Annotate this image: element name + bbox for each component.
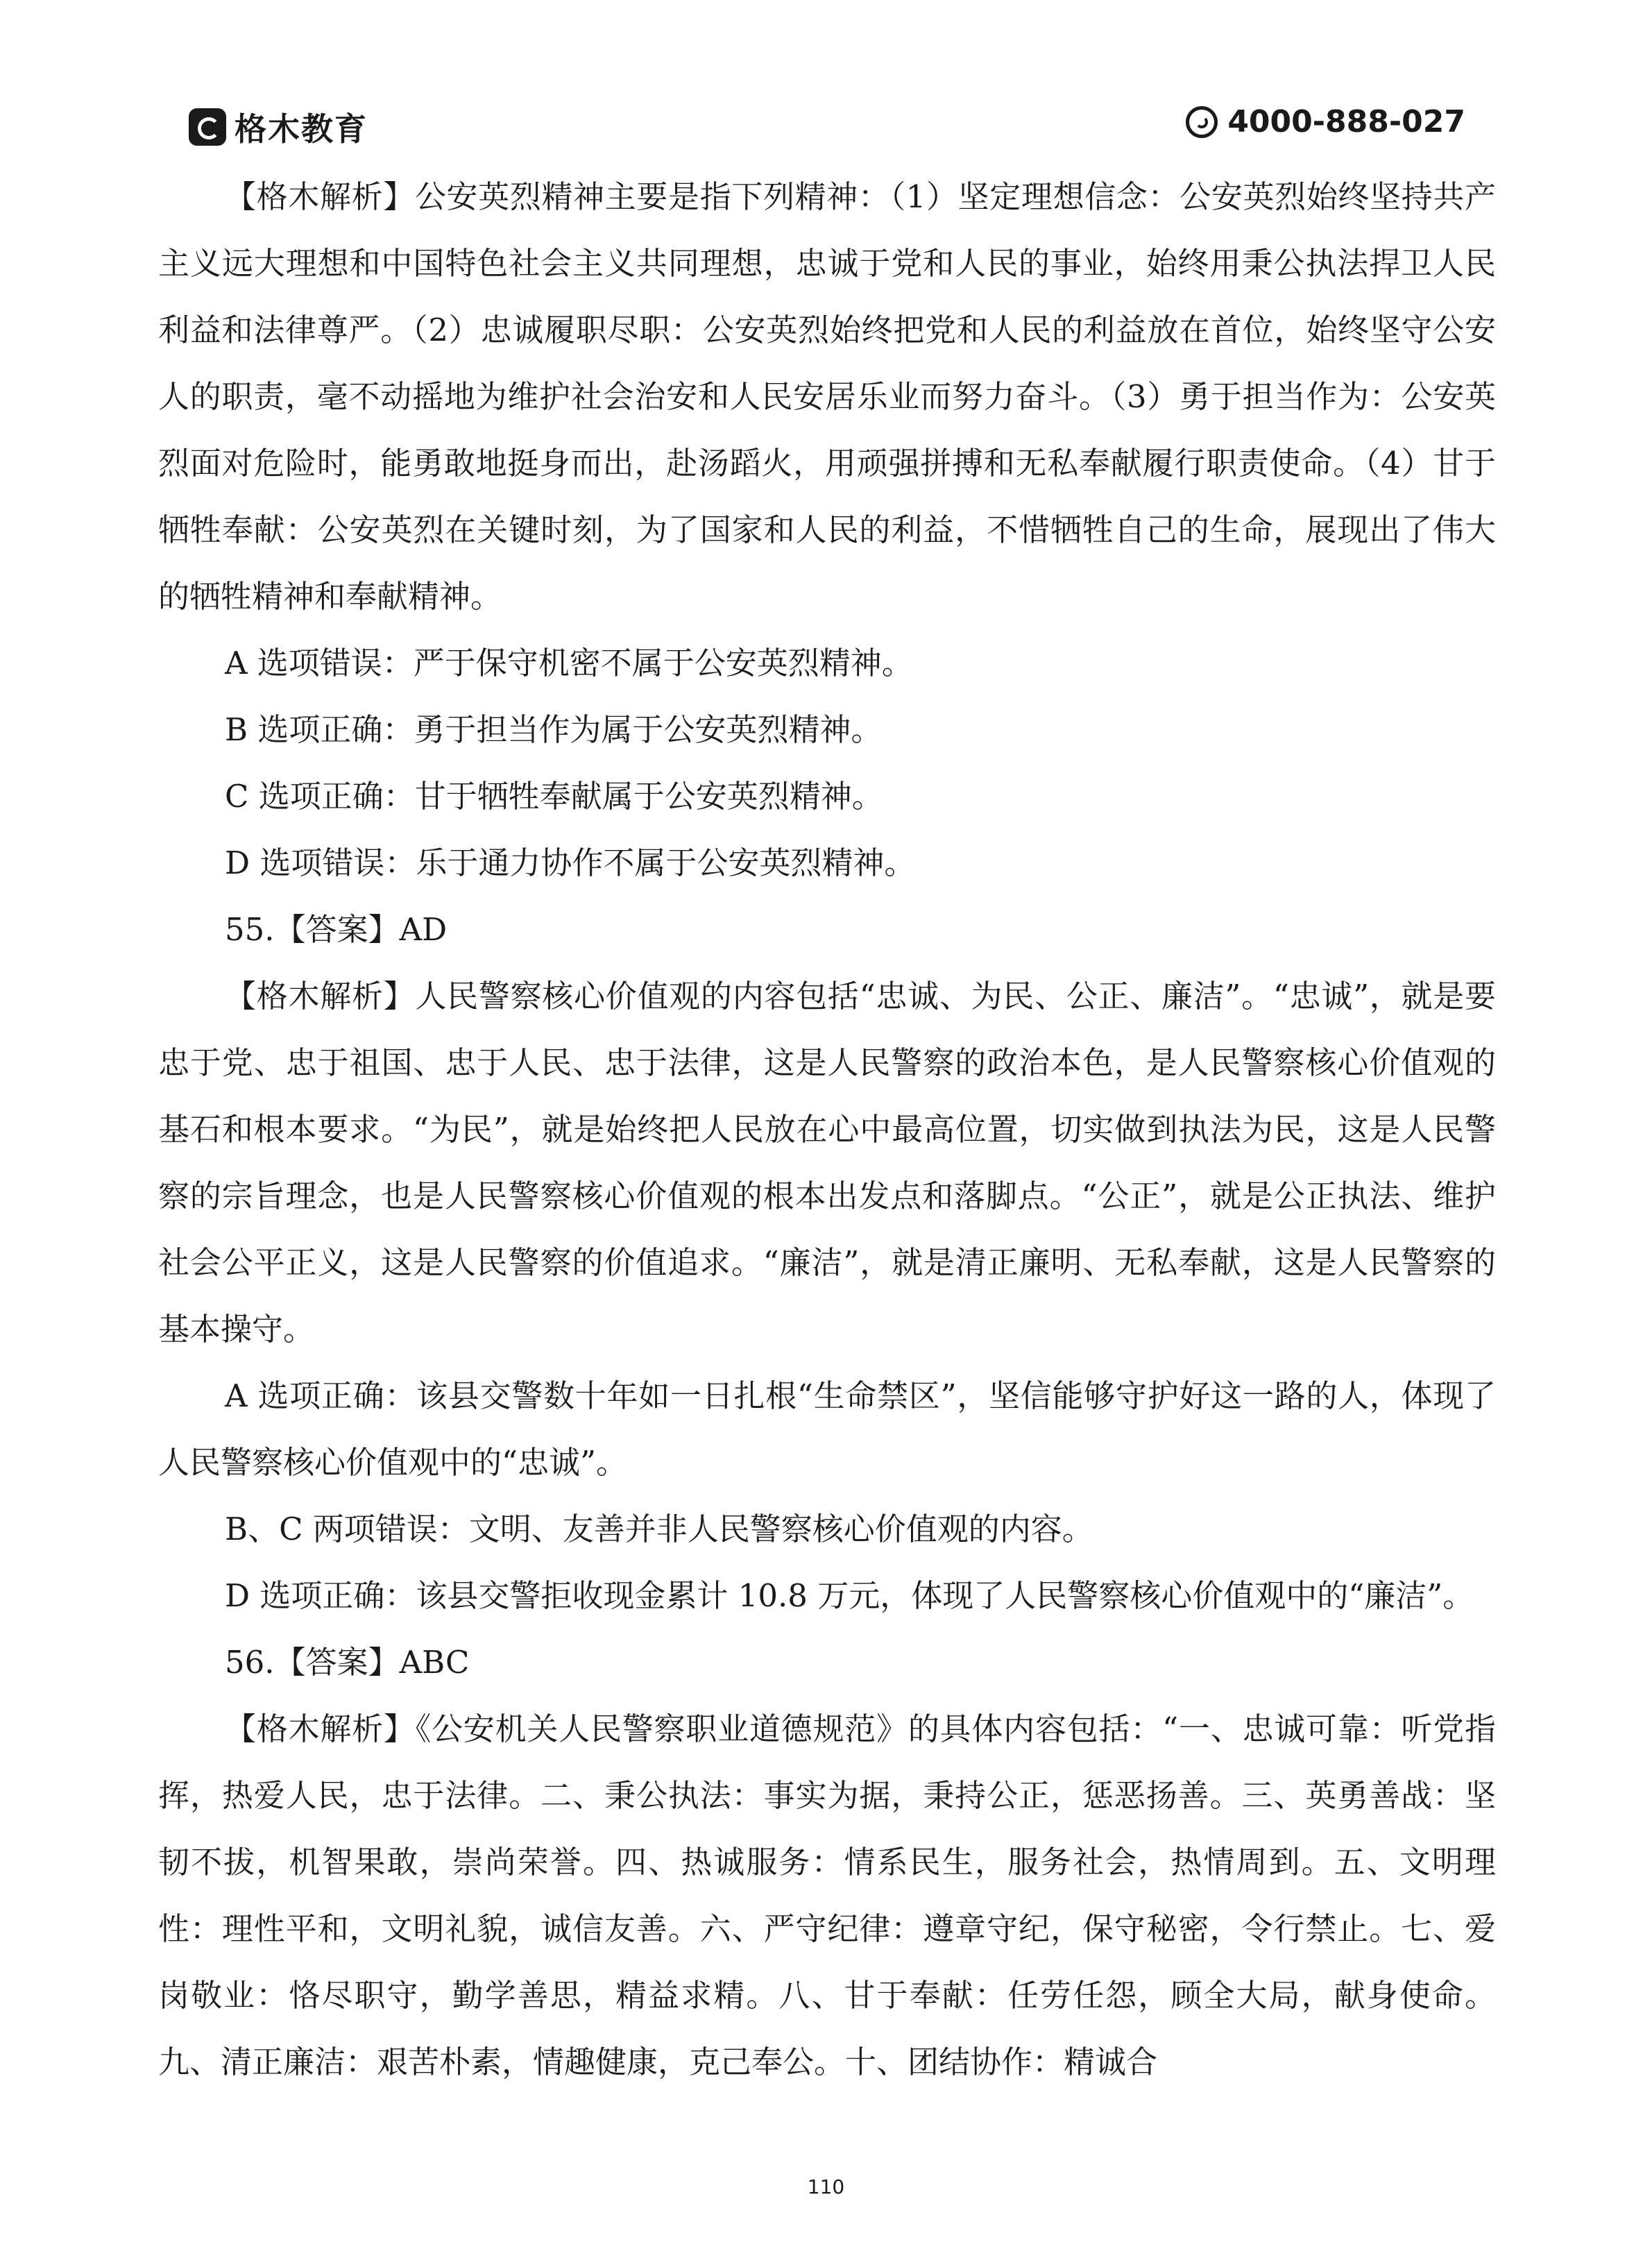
document-body (158, 164, 1496, 2096)
option-d-note: D 选项正确：该县交警拒收现金累计 10.8 万元，体现了人民警察核心价值观中的“廉洁”。 (225, 1577, 1474, 1614)
brand-logo (189, 104, 368, 150)
answer-56: 56.【答案】ABC (225, 1644, 470, 1681)
option-a-note: A 选项错误：严于保守机密不属于公安英烈精神。 (225, 645, 913, 681)
logo-icon (189, 108, 226, 146)
page-number: 110 (807, 2175, 845, 2198)
hotline-number: 4000-888-027 (1227, 104, 1465, 139)
analysis-paragraph: 【格木解析】公安英烈精神主要是指下列精神：（1）坚定理想信念：公安英烈始终坚持共产主义远大理想和中国特色社会主义共同理想，忠诚于党和人民的事业，始终用秉公执法捍卫人民利益和法律尊严。（2）忠诚履职尽职：公安英烈始终把党和人民的利益放在首位，始终坚守公安人的职责，毫不动摇地为维护社会治安和人民安居乐业而努力奋斗。（3）勇于担当作为：公安英烈面对危险时，能勇敢地挺身而出，赴汤蹈火，用顽强拼搏和无私奉献履行职责使命。（4）甘于牺牲奉献：公安英烈在关键时刻，为了国家和人民的利益，不惜牺牲自己的生命，展现出了伟大的牺牲精神和奉献精神。 (158, 178, 1496, 615)
option-a-note: A 选项正确：该县交警数十年如一日扎根“生命禁区”，坚信能够守护好这一路的人，体现了人民警察核心价值观中的“忠诚”。 (158, 1377, 1496, 1481)
answer-55: 55.【答案】AD (225, 911, 448, 948)
page-header (189, 104, 1465, 153)
brand-name: 格木教育 (235, 110, 368, 148)
option-d-note: D 选项错误：乐于通力协作不属于公安英烈精神。 (225, 844, 916, 881)
option-c-note: C 选项正确：甘于牺牲奉献属于公安英烈精神。 (225, 778, 883, 815)
phone-icon (1186, 106, 1218, 138)
analysis-paragraph: 【格木解析】《公安机关人民警察职业道德规范》的具体内容包括：“一、忠诚可靠：听党指挥，热爱人民，忠于法律。二、秉公执法：事实为据，秉持公正，惩恶扬善。三、英勇善战：坚韧不拔，机智果敢，崇尚荣誉。四、热诚服务：情系民生，服务社会，热情周到。五、文明理性：理性平和，文明礼貌，诚信友善。六、严守纪律：遵章守纪，保守秘密，令行禁止。七、爱岗敬业：恪尽职守，勤学善思，精益求精。八、甘于奉献：任劳任怨，顾全大局，献身使命。九、清正廉洁：艰苦朴素，情趣健康，克己奉公。十、团结协作：精诚合 (158, 1710, 1496, 2080)
hotline (1186, 104, 1465, 139)
analysis-paragraph: 【格木解析】人民警察核心价值观的内容包括“忠诚、为民、公正、廉洁”。“忠诚”，就是要忠于党、忠于祖国、忠于人民、忠于法律，这是人民警察的政治本色，是人民警察核心价值观的基石和根本要求。“为民”，就是始终把人民放在心中最高位置，切实做到执法为民，这是人民警察的宗旨理念，也是人民警察核心价值观的根本出发点和落脚点。“公正”，就是公正执法、维护社会公平正义，这是人民警察的价值追求。“廉洁”，就是清正廉明、无私奉献，这是人民警察的基本操守。 (158, 978, 1496, 1348)
option-b-note: B 选项正确：勇于担当作为属于公安英烈精神。 (225, 711, 883, 748)
option-bc-note: B、C 两项错误：文明、友善并非人民警察核心价值观的内容。 (225, 1511, 1093, 1547)
